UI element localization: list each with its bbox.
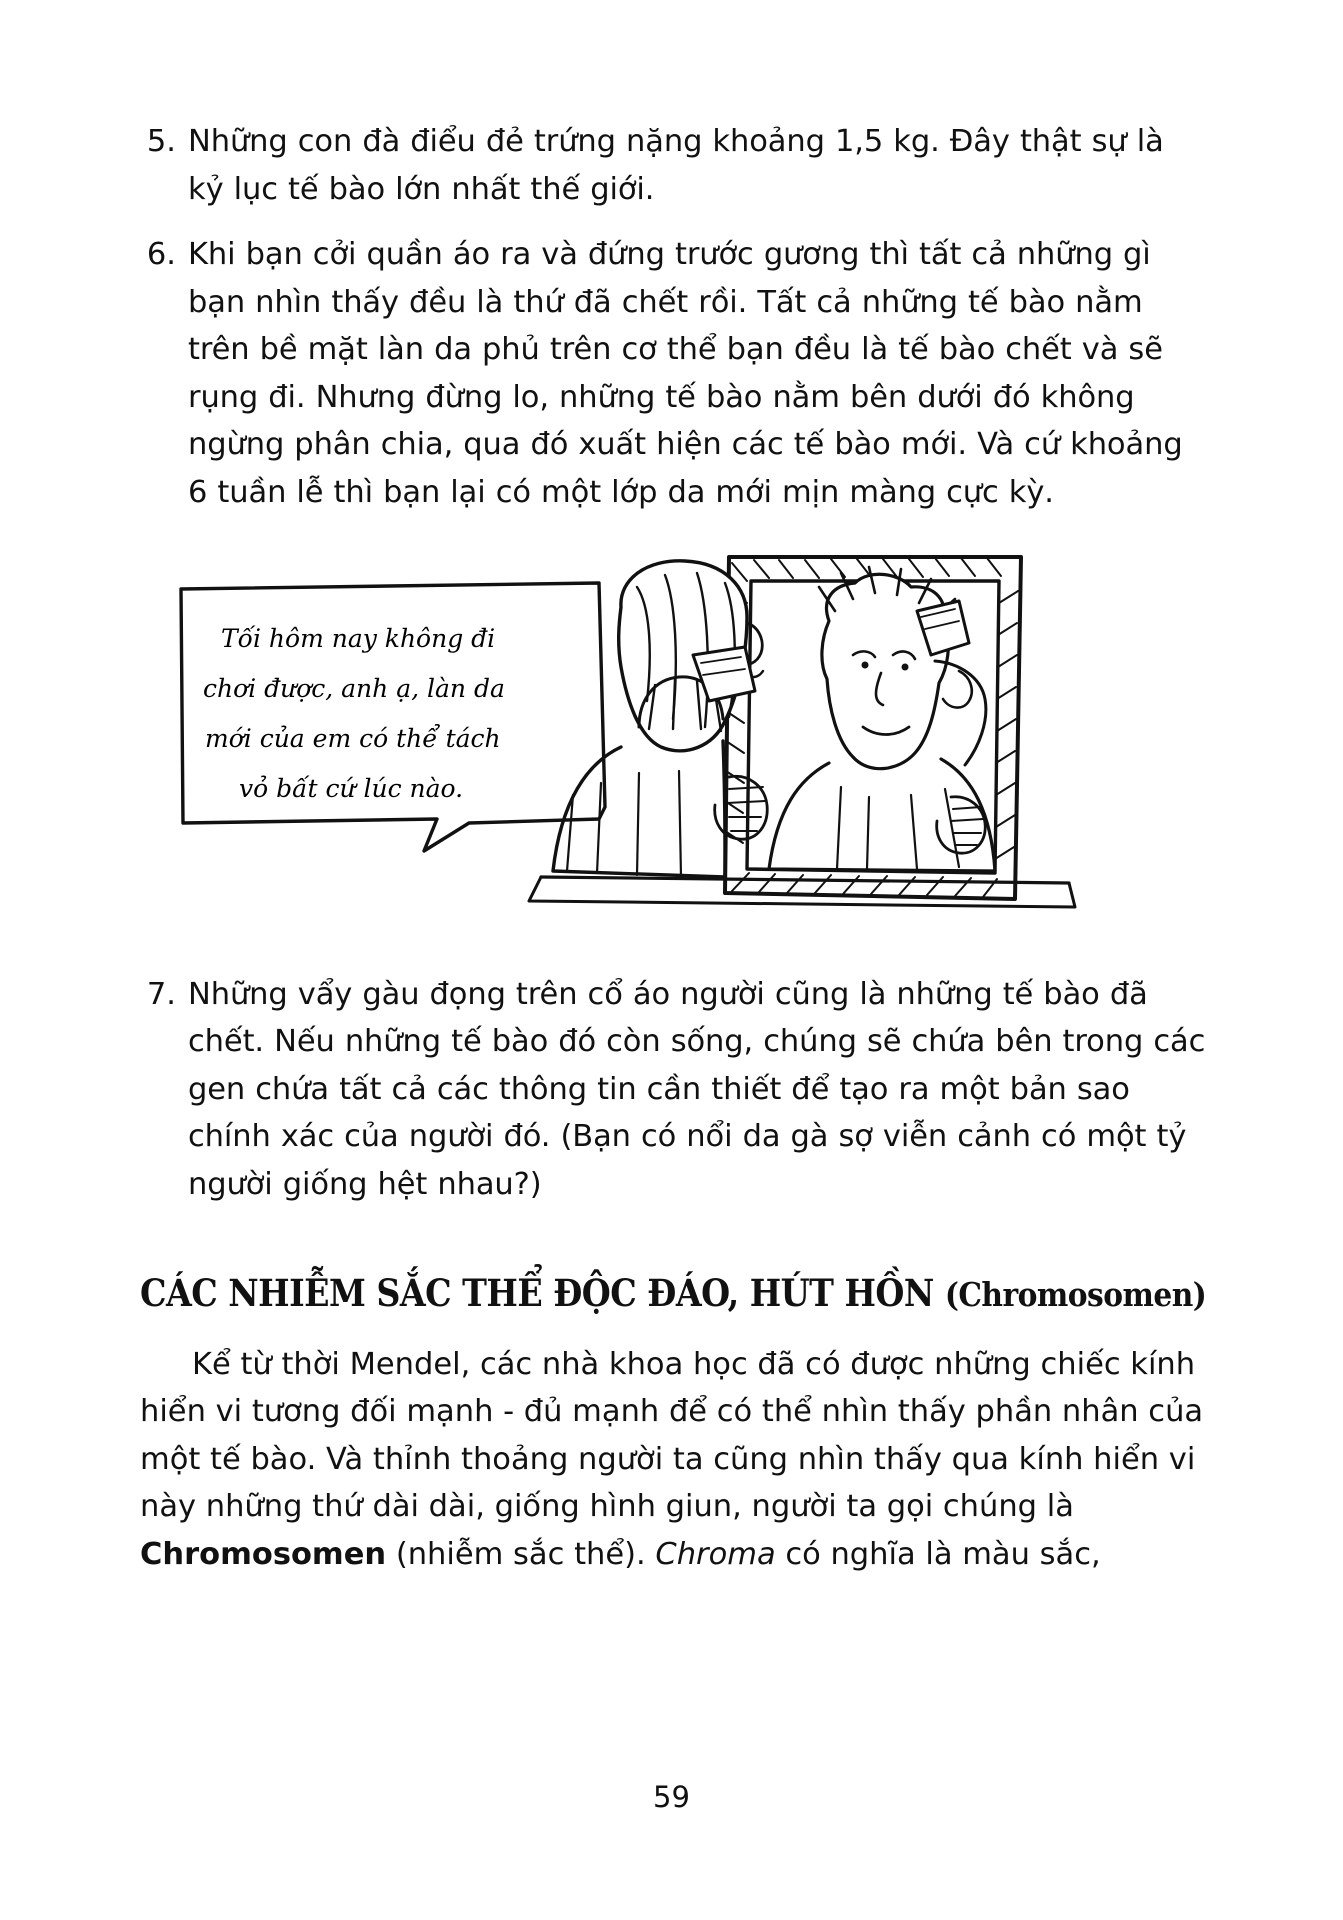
section-heading-main: CÁC NHIỄM SẮC THỂ ĐỘC ĐÁO, HÚT HỒN bbox=[140, 1270, 945, 1315]
body-paragraph bbox=[140, 1341, 1208, 1579]
section-heading-paren: (Chromosomen) bbox=[944, 1274, 1207, 1314]
list-item bbox=[140, 231, 1208, 516]
paragraph-part-2: (nhiễm sắc thể). bbox=[386, 1536, 656, 1572]
paragraph-part-3: có nghĩa là màu sắc, bbox=[775, 1536, 1101, 1572]
cartoon-woman-mirror-illustration bbox=[169, 551, 1179, 941]
paragraph-italic-chroma: Chroma bbox=[655, 1536, 776, 1572]
list-item-text: Những con đà điểu đẻ trứng nặng khoảng 1,5 kg. Đây thật sự là kỷ lục tế bào lớn nhất thế giới. bbox=[188, 124, 1164, 207]
paragraph-part-1: Kể từ thời Mendel, các nhà khoa học đã có được những chiếc kính hiển vi tương đối mạnh - đủ mạnh để có thể nhìn thấy phần nhân của một tế bào. Và thỉnh thoảng người ta cũng nhìn thấy qua kính hiển vi này những thứ dài dài, giống hình giun, người ta gọi chúng là bbox=[140, 1346, 1204, 1525]
speech-line: chơi được, anh ạ, làn da bbox=[203, 673, 505, 703]
page-content bbox=[140, 118, 1208, 1578]
illustration-figure bbox=[140, 551, 1208, 941]
section-heading bbox=[140, 1270, 1207, 1315]
list-item-text: Những vẩy gàu đọng trên cổ áo người cũng là những tế bào đã chết. Nếu những tế bào đó còn sống, chúng sẽ chứa bên trong các gen chứa tất cả các thông tin cần thiết để tạo ra một bản sao chính xác của người đó. (Bạn có nổi da gà sợ viễn cảnh có một tỷ người giống hệt nhau?) bbox=[188, 976, 1206, 1202]
page-number: 59 bbox=[653, 1780, 690, 1814]
speech-line: vỏ bất cứ lúc nào. bbox=[239, 773, 464, 803]
paragraph-bold-chromosomen: Chromosomen bbox=[140, 1536, 387, 1572]
list-item-number: 6. bbox=[146, 237, 176, 273]
list-item bbox=[140, 971, 1208, 1209]
speech-line: Tối hôm nay không đi bbox=[221, 623, 496, 653]
list-item bbox=[140, 118, 1208, 213]
speech-line: mới của em có thể tách bbox=[205, 723, 501, 753]
list-item-number: 5. bbox=[146, 124, 176, 159]
list-item-number: 7. bbox=[146, 976, 176, 1012]
list-item-text: Khi bạn cởi quần áo ra và đứng trước gương thì tất cả những gì bạn nhìn thấy đều là thứ đã chết rồi. Tất cả những tế bào nằm trên bề mặt làn da phủ trên cơ thể bạn đều là tế bào chết và sẽ rụng đi. Nhưng đừng lo, những tế bào nằm bên dưới đó không ngừng phân chia, qua đó xuất hiện các tế bào mới. Và cứ khoảng 6 tuần lễ thì bạn lại có một lớp da mới mịn màng cực kỳ. bbox=[188, 237, 1183, 511]
